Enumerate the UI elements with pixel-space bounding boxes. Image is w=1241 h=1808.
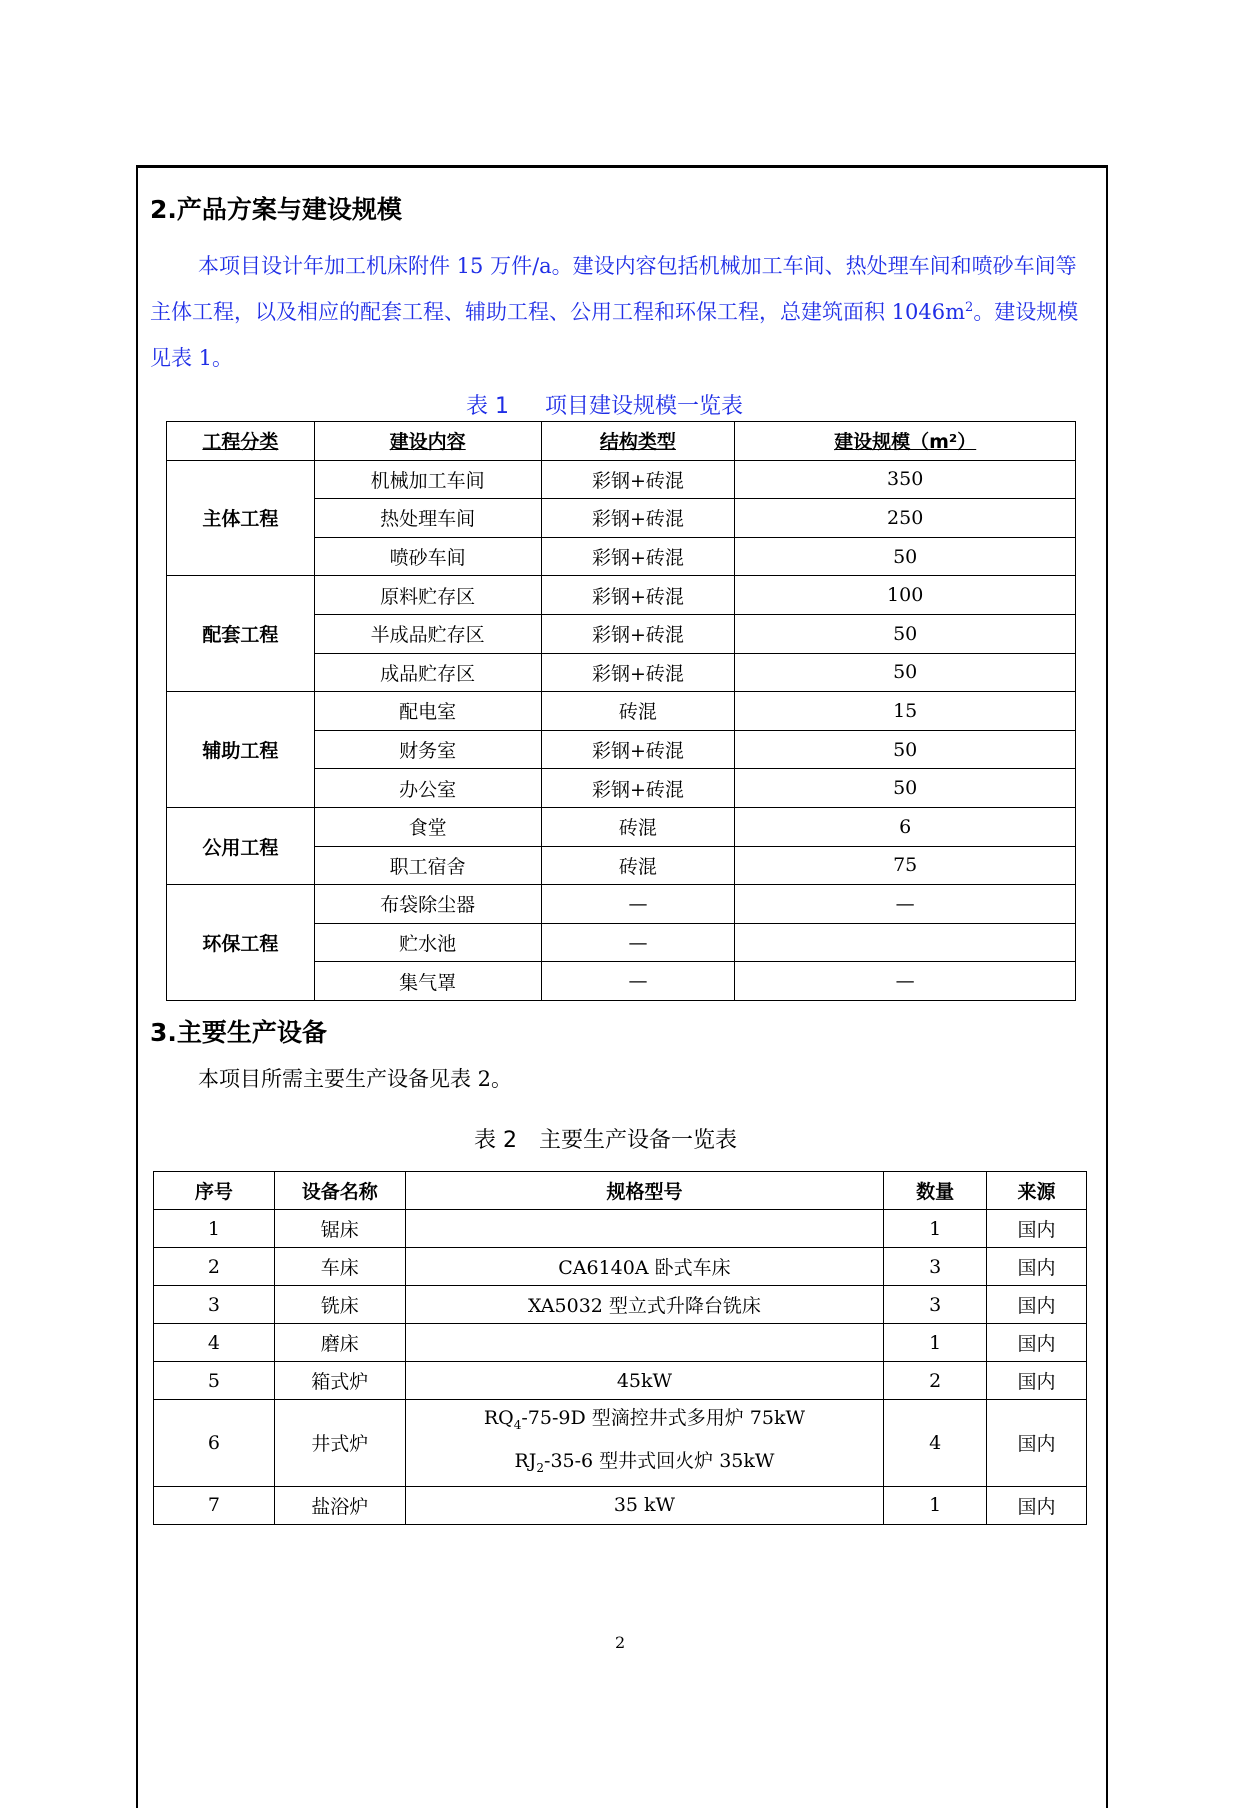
table-cell: 布袋除尘器 bbox=[314, 885, 541, 924]
table-cell: 磨床 bbox=[274, 1324, 405, 1362]
table-cell: 集气罩 bbox=[314, 962, 541, 1001]
table-cell: — bbox=[541, 885, 735, 924]
table-cell: XA5032 型立式升降台铣床 bbox=[405, 1286, 883, 1324]
table-row bbox=[154, 1248, 1087, 1286]
table-cell: 国内 bbox=[987, 1324, 1087, 1362]
table-cell: 砖混 bbox=[541, 846, 735, 885]
table-cell: 国内 bbox=[987, 1286, 1087, 1324]
table-cell: 1 bbox=[884, 1210, 987, 1248]
table-header-cell: 序号 bbox=[154, 1172, 275, 1210]
table-cell: 食堂 bbox=[314, 807, 541, 846]
table-cell: 50 bbox=[735, 730, 1076, 769]
table-row bbox=[167, 576, 1076, 615]
table-header-cell: 数量 bbox=[884, 1172, 987, 1210]
table-cell: 2 bbox=[884, 1362, 987, 1400]
table-row bbox=[154, 1400, 1087, 1487]
table-cell: 彩钢+砖混 bbox=[541, 769, 735, 808]
table-row bbox=[154, 1324, 1087, 1362]
table-cell: 喷砂车间 bbox=[314, 537, 541, 576]
table-cell: 彩钢+砖混 bbox=[541, 499, 735, 538]
table-cell: — bbox=[735, 885, 1076, 924]
table-cell: 国内 bbox=[987, 1210, 1087, 1248]
table-header-cell: 规格型号 bbox=[405, 1172, 883, 1210]
table-cell: 350 bbox=[735, 460, 1076, 499]
table-cell: CA6140A 卧式车床 bbox=[405, 1248, 883, 1286]
spec-line-2: $RJ_2-35-6$ 型井式回火炉 35kW bbox=[514, 1449, 775, 1475]
table-cell: 砖混 bbox=[541, 692, 735, 731]
table-cell: 4 bbox=[154, 1324, 275, 1362]
table-header-cell: 设备名称 bbox=[274, 1172, 405, 1210]
group-cell: 辅助工程 bbox=[167, 692, 315, 808]
table-cell: 彩钢+砖混 bbox=[541, 653, 735, 692]
table-cell: 铣床 bbox=[274, 1286, 405, 1324]
table-cell: 国内 bbox=[987, 1362, 1087, 1400]
table-cell: 砖混 bbox=[541, 807, 735, 846]
table-cell: 彩钢+砖混 bbox=[541, 537, 735, 576]
table-cell: 4 bbox=[884, 1400, 987, 1487]
table-cell bbox=[405, 1210, 883, 1248]
table-cell: 半成品贮存区 bbox=[314, 614, 541, 653]
table-cell: 50 bbox=[735, 537, 1076, 576]
table-row bbox=[154, 1362, 1087, 1400]
table-cell: 彩钢+砖混 bbox=[541, 614, 735, 653]
table-row bbox=[167, 692, 1076, 731]
table-cell: 1 bbox=[884, 1486, 987, 1524]
table-1-caption: 表 1 项目建设规模一览表 bbox=[466, 394, 744, 419]
table-header-row bbox=[167, 422, 1076, 461]
section-3-heading: 3.主要生产设备 bbox=[150, 1018, 327, 1047]
table-cell: 机械加工车间 bbox=[314, 460, 541, 499]
table-cell: 成品贮存区 bbox=[314, 653, 541, 692]
table-cell: 50 bbox=[735, 614, 1076, 653]
table-cell: 3 bbox=[154, 1286, 275, 1324]
table-cell: 盐浴炉 bbox=[274, 1486, 405, 1524]
table-row bbox=[167, 885, 1076, 924]
table-cell bbox=[405, 1324, 883, 1362]
table-1 bbox=[166, 421, 1076, 1001]
table-cell-multiline-spec bbox=[405, 1400, 883, 1487]
table-header-cell: 来源 bbox=[987, 1172, 1087, 1210]
table-cell: 1 bbox=[154, 1210, 275, 1248]
table-cell: 办公室 bbox=[314, 769, 541, 808]
section-2-paragraph: 本项目设计年加工机床附件 15 万件/a。建设内容包括机械加工车间、热处理车间和喷砂车间等主体工程，以及相应的配套工程、辅助工程、公用工程和环保工程，总建筑面积 $1046m^2$。建设规模见表 1。 bbox=[150, 254, 1079, 370]
table-2 bbox=[153, 1171, 1087, 1525]
spec-line-1: $RQ_4-75-9D$ 型滴控井式多用炉 75kW bbox=[483, 1407, 806, 1432]
table-cell: 国内 bbox=[987, 1248, 1087, 1286]
table-cell: 财务室 bbox=[314, 730, 541, 769]
table-cell: 彩钢+砖混 bbox=[541, 730, 735, 769]
section-3-paragraph: 本项目所需主要生产设备见表 2。 bbox=[198, 1067, 513, 1091]
table-row bbox=[154, 1486, 1087, 1524]
table-cell: — bbox=[735, 962, 1076, 1001]
group-cell: 主体工程 bbox=[167, 460, 315, 576]
table-cell: 50 bbox=[735, 769, 1076, 808]
table-cell: 15 bbox=[735, 692, 1076, 731]
table-cell: — bbox=[541, 923, 735, 962]
table-cell: 2 bbox=[154, 1248, 275, 1286]
table-cell: 热处理车间 bbox=[314, 499, 541, 538]
group-cell: 公用工程 bbox=[167, 807, 315, 884]
table-cell: 3 bbox=[884, 1286, 987, 1324]
table-cell: 6 bbox=[735, 807, 1076, 846]
section-2-heading: 2.产品方案与建设规模 bbox=[150, 195, 402, 224]
table-cell: 彩钢+砖混 bbox=[541, 460, 735, 499]
table-row bbox=[154, 1286, 1087, 1324]
table-cell: 3 bbox=[884, 1248, 987, 1286]
table-header-cell: 结构类型 bbox=[541, 422, 735, 461]
table-cell: 锯床 bbox=[274, 1210, 405, 1248]
table-cell: 250 bbox=[735, 499, 1076, 538]
table-cell: 职工宿舍 bbox=[314, 846, 541, 885]
table-cell: 1 bbox=[884, 1324, 987, 1362]
table-cell: 原料贮存区 bbox=[314, 576, 541, 615]
table-cell: 6 bbox=[154, 1400, 275, 1487]
table-cell: 5 bbox=[154, 1362, 275, 1400]
table-cell: 45kW bbox=[405, 1362, 883, 1400]
table-row bbox=[167, 807, 1076, 846]
table-cell: 50 bbox=[735, 653, 1076, 692]
table-cell: 配电室 bbox=[314, 692, 541, 731]
group-cell: 环保工程 bbox=[167, 885, 315, 1001]
table-cell: 彩钢+砖混 bbox=[541, 576, 735, 615]
table-cell: 贮水池 bbox=[314, 923, 541, 962]
table-header-cell: 工程分类 bbox=[167, 422, 315, 461]
table-cell: 35 kW bbox=[405, 1486, 883, 1524]
table-2-caption: 表 2 主要生产设备一览表 bbox=[474, 1128, 737, 1153]
table-cell: 车床 bbox=[274, 1248, 405, 1286]
table-cell bbox=[735, 923, 1076, 962]
table-header-cell: 建设内容 bbox=[314, 422, 541, 461]
table-cell: 箱式炉 bbox=[274, 1362, 405, 1400]
table-cell: 井式炉 bbox=[274, 1400, 405, 1487]
group-cell: 配套工程 bbox=[167, 576, 315, 692]
table-cell: 国内 bbox=[987, 1486, 1087, 1524]
table-row bbox=[167, 460, 1076, 499]
table-cell: 7 bbox=[154, 1486, 275, 1524]
table-header-row bbox=[154, 1172, 1087, 1210]
table-cell: 100 bbox=[735, 576, 1076, 615]
table-header-cell: 建设规模（m²） bbox=[735, 422, 1076, 461]
table-cell: 75 bbox=[735, 846, 1076, 885]
page-number: 2 bbox=[615, 1633, 626, 1652]
table-cell: 国内 bbox=[987, 1400, 1087, 1487]
table-row bbox=[154, 1210, 1087, 1248]
table-cell: — bbox=[541, 962, 735, 1001]
